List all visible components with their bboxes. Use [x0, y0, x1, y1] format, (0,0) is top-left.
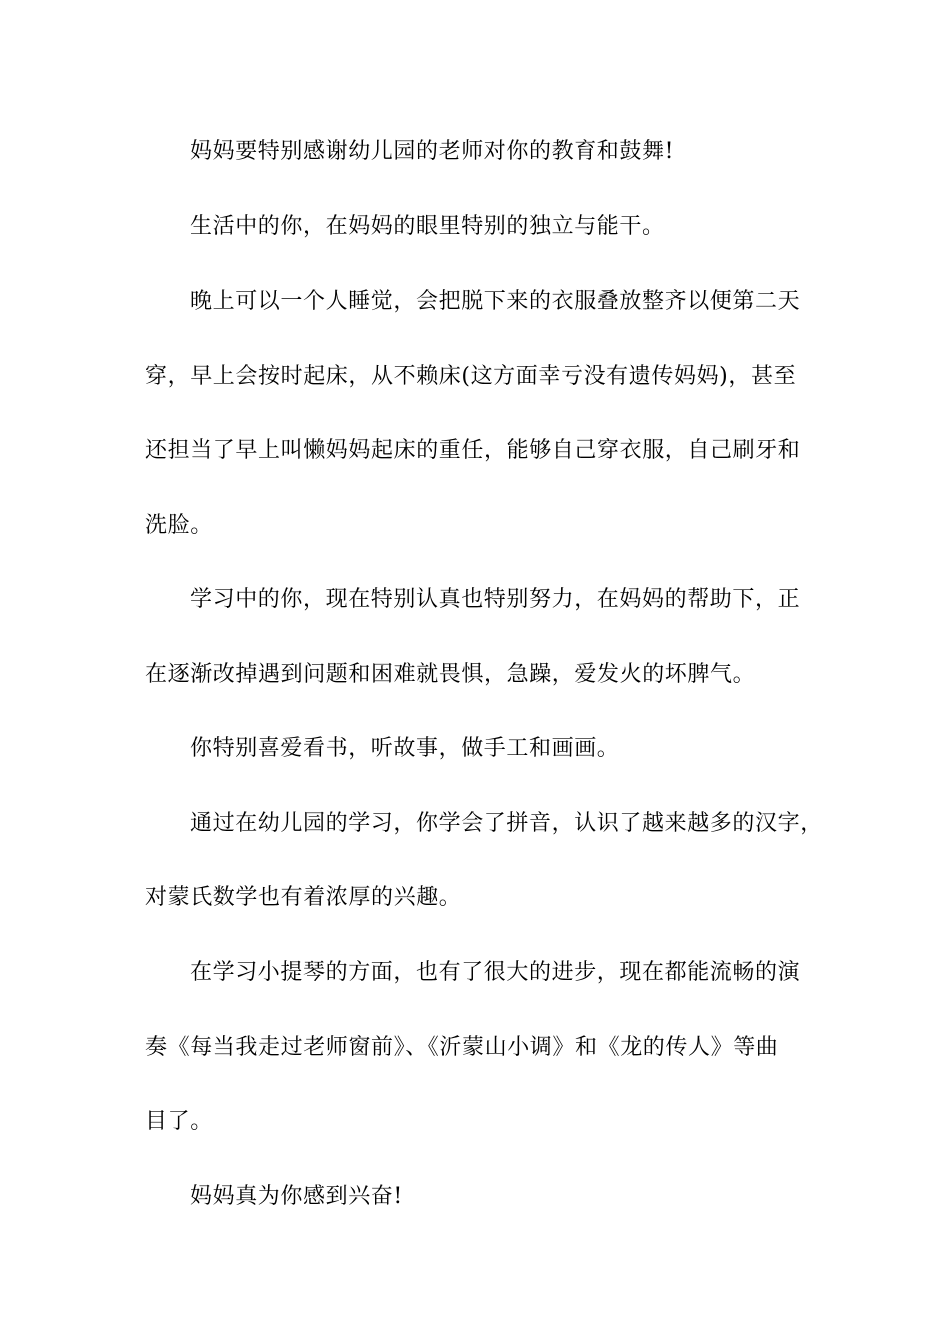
- text-line: 妈妈要特别感谢幼儿园的老师对你的教育和鼓舞!: [190, 139, 675, 164]
- text-line: 通过在幼儿园的学习，你学会了拼音，认识了越来越多的汉字，: [190, 811, 823, 836]
- text-line: 你特别喜爱看书，听故事，做手工和画画。: [190, 736, 620, 761]
- text-line: 还担当了早上叫懒妈妈起床的重任，能够自己穿衣服，自己刷牙和: [145, 438, 801, 463]
- text-line: 穿，早上会按时起床，从不赖床(这方面幸亏没有遗传妈妈)，甚至: [145, 364, 797, 389]
- text-line: 目了。: [145, 1109, 213, 1134]
- text-line: 妈妈真为你感到兴奋!: [190, 1184, 403, 1209]
- text-line: 在逐渐改掉遇到问题和困难就畏惧，急躁，爱发火的坏脾气。: [145, 662, 756, 687]
- text-line: 生活中的你，在妈妈的眼里特别的独立与能干。: [190, 214, 665, 239]
- text-line: 在学习小提琴的方面，也有了很大的进步，现在都能流畅的演: [190, 960, 801, 985]
- text-line: 洗脸。: [145, 513, 213, 538]
- text-line: 奏《每当我走过老师窗前》、《沂蒙山小调》和《龙的传人》等曲: [145, 1035, 779, 1060]
- text-line: 对蒙氏数学也有着浓厚的兴趣。: [145, 885, 462, 910]
- text-line: 学习中的你，现在特别认真也特别努力，在妈妈的帮助下，正: [190, 587, 801, 612]
- text-line: 晚上可以一个人睡觉，会把脱下来的衣服叠放整齐以便第二天: [190, 289, 801, 314]
